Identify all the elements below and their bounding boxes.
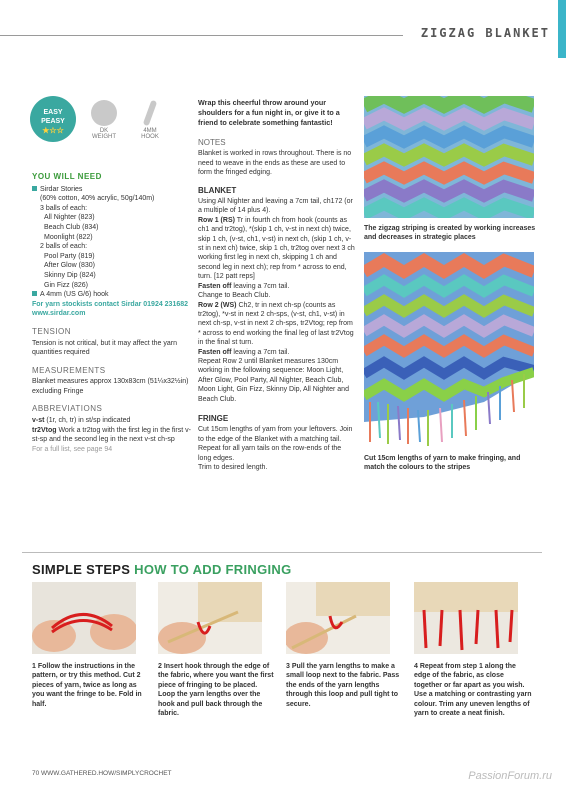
yarn-weight-badge xyxy=(86,96,122,140)
step-1-image xyxy=(32,582,136,654)
fasten-label: Fasten off xyxy=(198,282,232,290)
row-text: Ch2, tr in next ch-sp (counts as tr2tog), *v-st in next 2 ch-sps, (v-st, ch1, v-st) in next ch-sp, v-st in next 2 ch-sps, tr2Vtog; rep from * across to end working the final leg of last tr2Vtog in the final st turn. xyxy=(198,301,354,347)
step-4-text: 4 Repeat from step 1 along the edge of the fabric, as close together or far apart as you wish. Use a matching or contrasting yarn colour. Trim any uneven lengths of yarn to create a neat finish. xyxy=(414,663,532,718)
step-2-photo xyxy=(158,582,262,654)
change-colour: Change to Beach Club. xyxy=(198,292,271,300)
abbrev-vst xyxy=(32,416,192,426)
bullet-icon xyxy=(32,186,37,191)
simple-steps-title xyxy=(32,562,292,577)
colour-item: Moonlight (822) xyxy=(44,233,93,241)
you-will-need-heading: YOU WILL NEED xyxy=(32,172,102,181)
step-4-photo xyxy=(414,582,518,654)
colour-item: Beach Club (834) xyxy=(44,223,99,231)
measurements-text: Blanket measures approx 130x83cm (51¼x32½in) excluding Fringe xyxy=(32,378,189,395)
step-4-image xyxy=(414,582,518,654)
colour-item: Skinny Dip (824) xyxy=(44,271,96,279)
zigzag-closeup-image xyxy=(364,96,534,218)
step-2-text: 2 Insert hook through the edge of the fabric, where you want the first piece of fringing to be placed. Loop the yarn lengths over the hook and pull back through the fabric. xyxy=(158,663,274,718)
intro-text: Wrap this cheerful throw around your shoulders for a fun night in, or give it to a friend to celebrate something fantastic! xyxy=(198,98,340,127)
tension-heading: TENSION xyxy=(32,326,72,336)
fasten-text: leaving a 7cm tail. xyxy=(231,348,290,356)
star-icons: ★☆☆ xyxy=(42,126,64,135)
yarn-ball-icon xyxy=(91,100,117,126)
steps-title-a: SIMPLE STEPS xyxy=(32,562,131,577)
difficulty-line1: EASY xyxy=(43,109,63,116)
abbrev-def: (1r, ch, tr) in st/sp indicated xyxy=(44,417,131,425)
yarn-brand-text: Sirdar Stories xyxy=(40,185,83,193)
notes-heading: NOTES xyxy=(198,138,226,147)
step-2-image xyxy=(158,582,262,654)
hook-size-label: 4MM HOOK xyxy=(141,128,159,140)
abbrev-def: Work a tr2tog with the first leg in the first v-st-sp and the second leg in the next v-st ch-sp xyxy=(32,426,191,444)
yarn-brand xyxy=(32,185,192,195)
fasten-label: Fasten off xyxy=(198,348,232,356)
fasten-off-2 xyxy=(198,348,356,357)
page-header xyxy=(0,26,566,46)
blanket-heading: BLANKET xyxy=(198,185,237,195)
row-text: Tr in fourth ch from hook (counts as ch1 and tr2tog), *(skip 1 ch, v-st in next ch) twice, skip 1 ch, (v-st, ch1, v-st) in next ch, (skip 1 ch, v-st in next ch) twice, skip 1 ch, tr2tog over next 3 ch working first leg in next ch, skipping 1 ch and second leg in next ch); rep from * across to end, turn. [12 patt reps] xyxy=(198,216,355,281)
crochet-hook-icon xyxy=(143,100,158,126)
difficulty-badge xyxy=(30,96,76,142)
page-footer: 70 WWW.GATHERED.HOW/SIMPLYCROCHET xyxy=(32,770,172,777)
step-1-text: 1 Follow the instructions in the pattern, or try this method. Cut 2 pieces of yarn, twice as long as you want the fringe to be. Fold in half. xyxy=(32,663,142,708)
section-tab xyxy=(558,0,566,58)
balls-2-label: 2 balls of each: xyxy=(40,243,88,251)
step-3-photo xyxy=(286,582,390,654)
yarn-weight-label: DK WEIGHT xyxy=(92,128,116,140)
steps-divider xyxy=(22,552,542,553)
full-list-ref: For a full list, see page 94 xyxy=(32,445,113,453)
fringe-heading: FRINGE xyxy=(198,413,229,423)
stockists-contact: For yarn stockists contact Sirdar 01924 231682 xyxy=(32,300,189,308)
row-label: Row 1 (RS) xyxy=(198,216,235,224)
step-1-photo xyxy=(32,582,136,654)
notes-text: Blanket is worked in rows throughout. There is no need to weave in the ends as these are used to form the fringed edging. xyxy=(198,150,352,177)
colour-item: After Glow (830) xyxy=(44,262,95,270)
colour-item: Gin Fizz (826) xyxy=(44,281,88,289)
fasten-text: leaving a 7cm tail. xyxy=(231,282,290,290)
fasten-off-1 xyxy=(198,282,356,291)
blanket-p1: Using All Nighter and leaving a 7cm tail, ch172 (or a multiple of 14 plus 4). xyxy=(198,198,353,215)
balls-3-label: 3 balls of each: xyxy=(40,204,88,212)
page-title: ZIGZAG BLANKET xyxy=(403,26,566,40)
hook-item xyxy=(32,290,192,300)
fringed-blanket-image xyxy=(364,252,534,448)
colour-item: Pool Party (819) xyxy=(44,252,95,260)
repeat-sequence: Repeat Row 2 until Blanket measures 130cm working in the following sequence: Moon Light, After Glow, Pool Party, All Nighter, Beach Club, Moon Light, Gin Fizz, Skinny Dip, All Nighter and Beach Club. xyxy=(198,357,349,403)
row1 xyxy=(198,216,356,282)
steps-title-b: HOW TO ADD FRINGING xyxy=(134,562,292,577)
yarn-spec: (60% cotton, 40% acrylic, 50g/140m) xyxy=(40,195,155,203)
hook-text: A 4mm (US G/6) hook xyxy=(40,291,109,299)
colour-item: All Nighter (823) xyxy=(44,214,95,222)
fringed-blanket-photo xyxy=(364,252,534,448)
materials-column xyxy=(32,172,192,454)
photo1-caption: The zigzag striping is created by working increases and decreases in strategic places xyxy=(364,225,536,242)
step-3-image xyxy=(286,582,390,654)
row2 xyxy=(198,301,356,348)
abbrev-tr2vtog xyxy=(32,426,192,445)
pattern-column xyxy=(198,98,356,472)
website-link[interactable]: www.sirdar.com xyxy=(32,310,86,318)
difficulty-line2: PEASY xyxy=(41,118,65,125)
abbrev-term: tr2Vtog xyxy=(32,426,57,434)
hook-size-badge xyxy=(132,96,168,140)
tension-text: Tension is not critical, but it may affect the yarn quantities required xyxy=(32,339,177,357)
measurements-heading: MEASUREMENTS xyxy=(32,365,106,375)
step-3-text: 3 Pull the yarn lengths to make a small loop next to the fabric. Pass the ends of the yarn lengths through this loop and pull tight to secure. xyxy=(286,663,400,708)
badge-row xyxy=(30,96,168,142)
row-label: Row 2 (WS) xyxy=(198,301,237,309)
abbrev-term: v-st xyxy=(32,417,45,425)
fringe-text: Cut 15cm lengths of yarn from your leftovers. Join to the edge of the Blanket with a matching tail. Repeat for all yarn tails on the row-ends of the long edges. Trim to desired length. xyxy=(198,426,353,471)
photo2-caption: Cut 15cm lengths of yarn to make fringing, and match the colours to the stripes xyxy=(364,455,521,472)
watermark: PassionForum.ru xyxy=(468,770,552,782)
abbreviations-heading: ABBREVIATIONS xyxy=(32,404,103,414)
bullet-icon xyxy=(32,291,37,296)
zigzag-closeup-photo xyxy=(364,96,534,218)
